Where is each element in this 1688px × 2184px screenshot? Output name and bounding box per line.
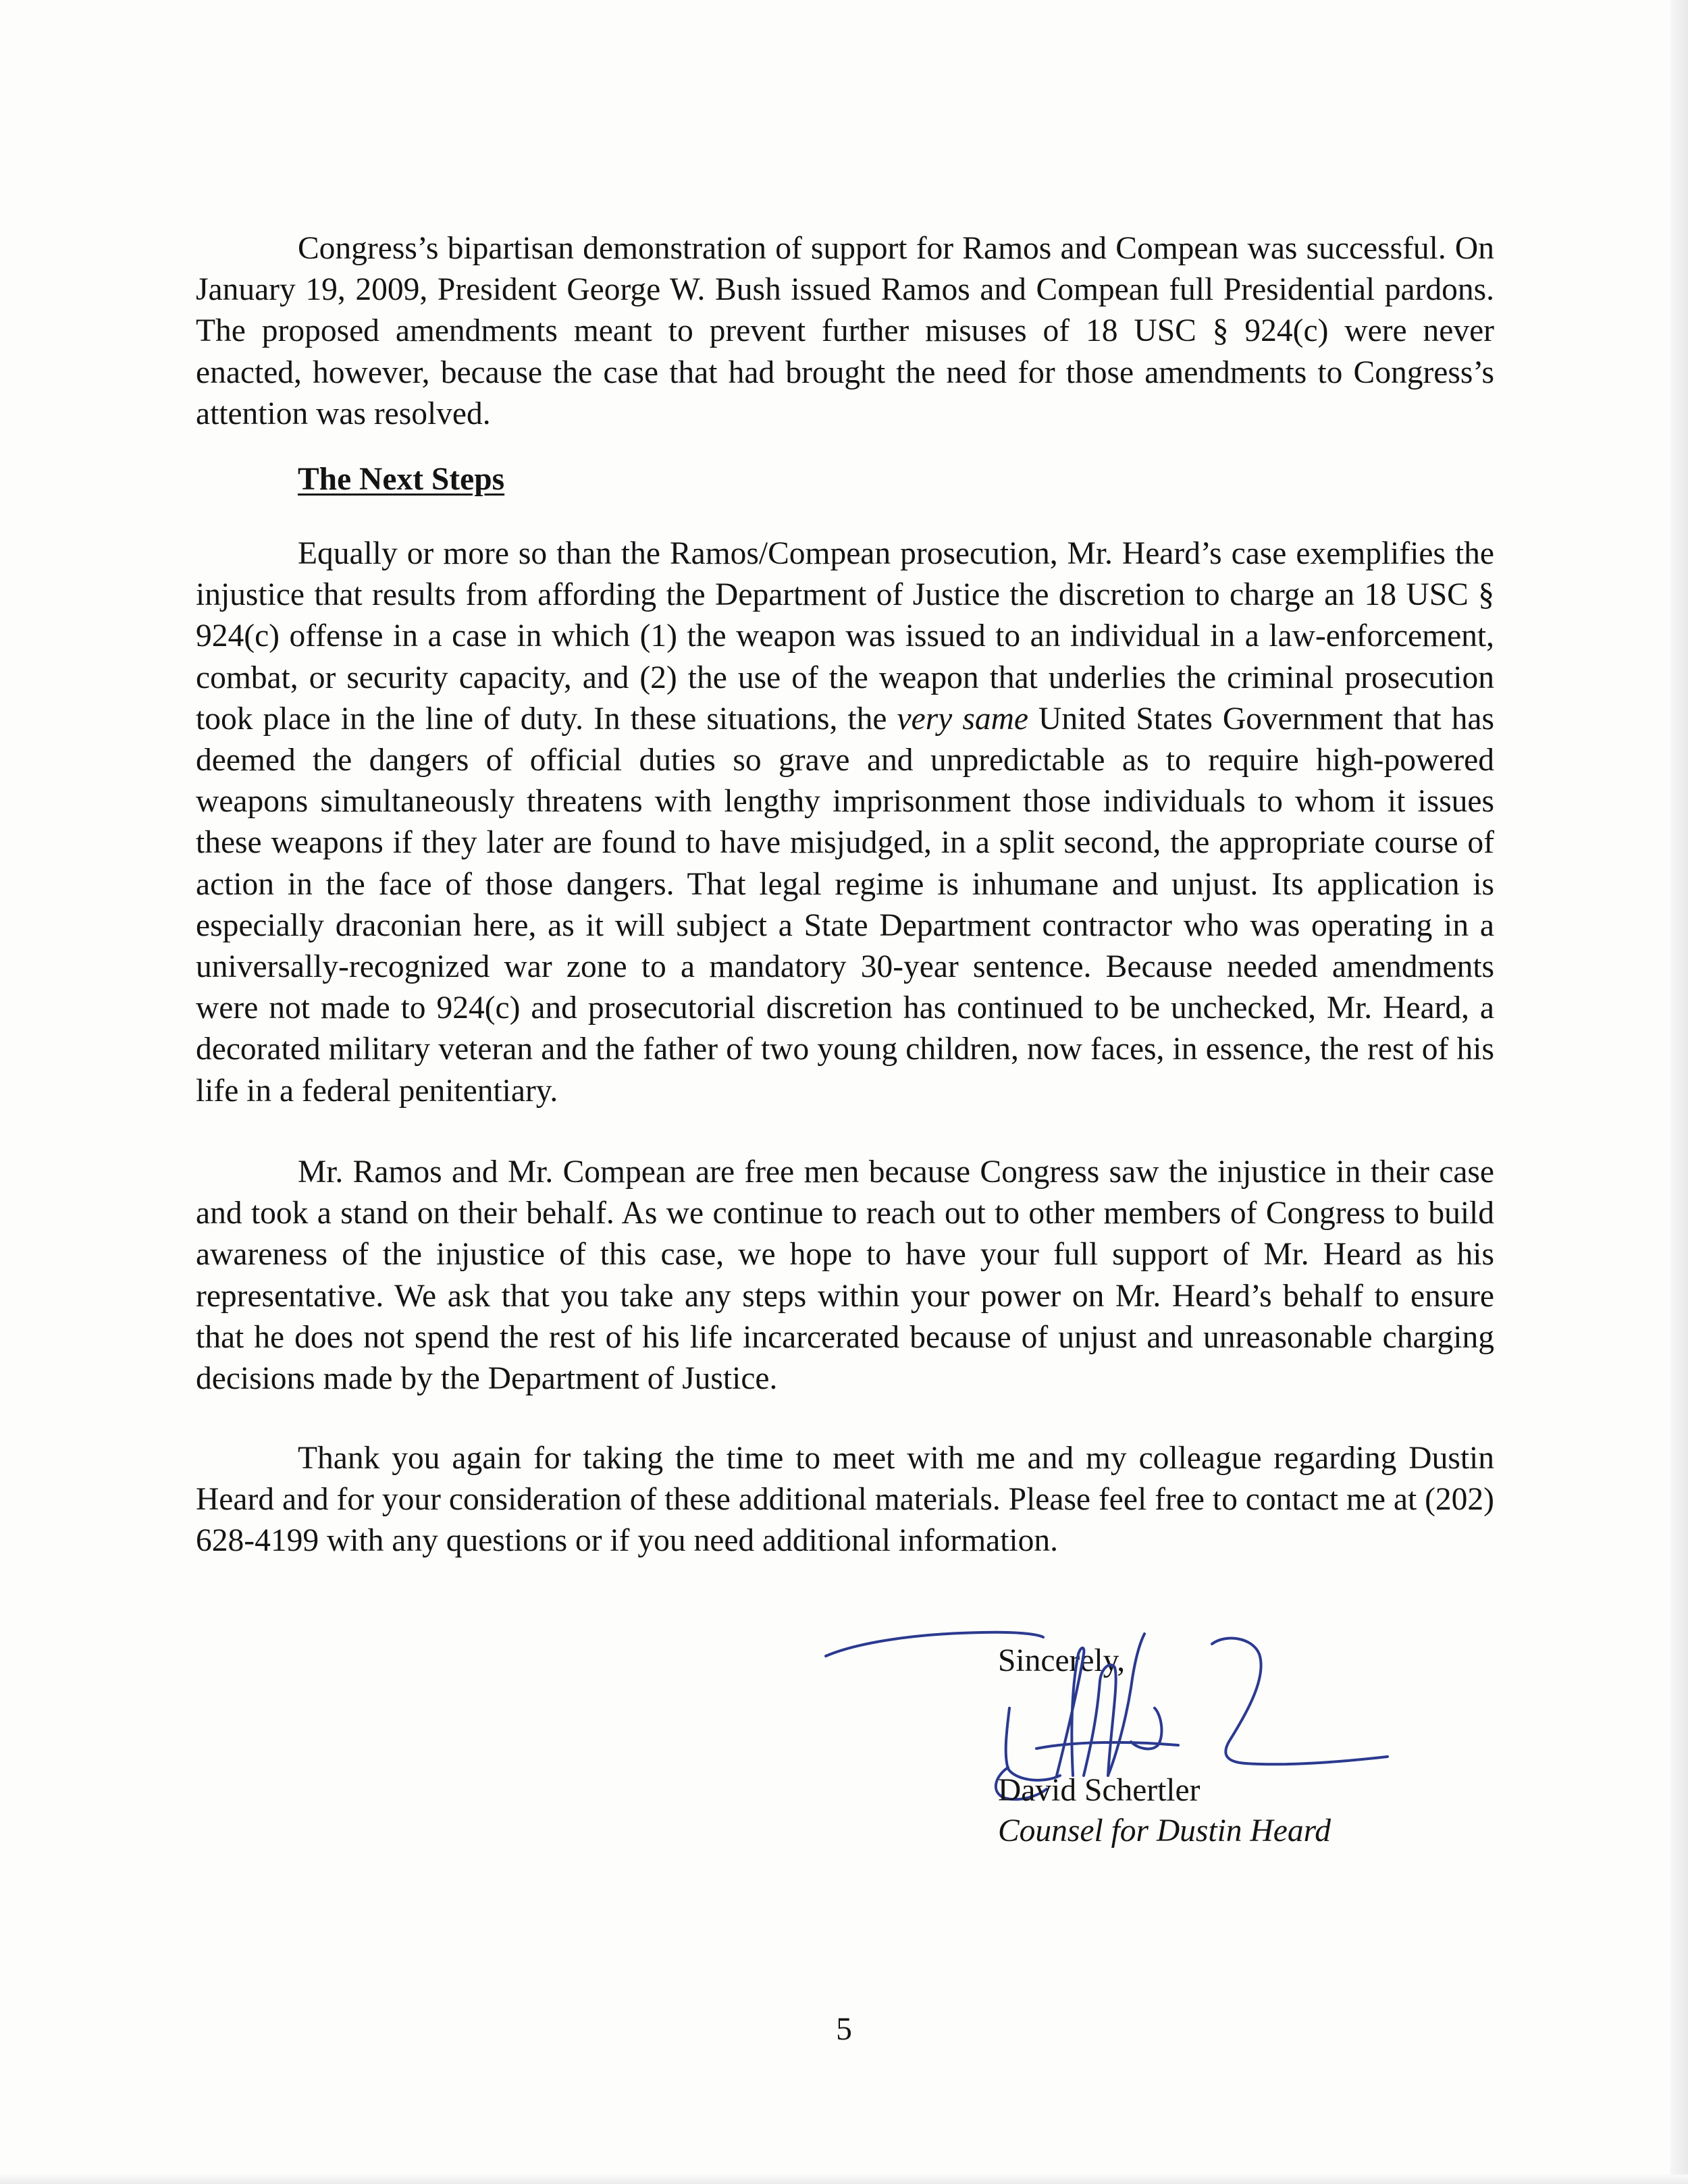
- closing-salutation: Sincerely,: [998, 1643, 1126, 1678]
- paragraph-injustice: [196, 533, 1494, 1112]
- paragraph-injustice-part-2: United States Government that has deemed the dangers of official duties so grave and unpredictable as to require high-powered weapons simultaneously threatens with lengthy imprisonment those individuals to whom it issues these weapons if they later are found to have misjudged, in a split second, the appropriate course of action in the face of those dangers. That legal regime is inhumane and unjust. Its application is especially draconian here, as it will subject a State Department contractor who was operating in a universally-recognized war zone to a mandatory 30-year sentence. Because needed amendments were not made to 924(c) and prosecutorial discretion has continued to be unchecked, Mr. Heard, a decorated military veteran and the father of two young children, now faces, in essence, the rest of his life in a federal penitentiary.: [196, 701, 1494, 1109]
- page-number: 5: [836, 2012, 852, 2047]
- paragraph-request-support: Mr. Ramos and Mr. Compean are free men because Congress saw the injustice in their case and took a stand on their behalf. As we continue to reach out to other members of Congress to build awareness of the injustice of this case, we hope to have your full support of Mr. Heard as his representative. We ask that you take any steps within your power on Mr. Heard’s behalf to ensure that he does not spend the rest of his life incarcerated because of unjust and unreasonable charging decisions made by the Department of Justice.: [196, 1154, 1494, 1397]
- scan-edge: [1670, 0, 1688, 2184]
- paragraph-pardons: Congress’s bipartisan demonstration of support for Ramos and Compean was successful. On January 19, 2009, President George W. Bush issued Ramos and Compean full Presidential pardons. The proposed amendments meant to prevent further misuses of 18 USC § 924(c) were never enacted, however, because the case that had brought the need for those amendments to Congress’s attention was resolved.: [196, 231, 1494, 431]
- paragraph-thank-you: Thank you again for taking the time to meet with me and my colleague regarding Dustin Heard and for your consideration of these additional materials. Please feel free to contact me at (202) 628-4199 with any questions or if you need additional information.: [196, 1441, 1494, 1559]
- paragraph-injustice-part-1: Equally or more so than the Ramos/Compean prosecution, Mr. Heard’s case exemplifies the injustice that results from affording the Department of Justice the discretion to charge an 18 USC § 924(c) offense in a case in which (1) the weapon was issued to an individual in a law-enforcement, combat, or security capacity, and (2) the use of the weapon that underlies the criminal prosecution took place in the line of duty. In these situations, the: [196, 536, 1494, 737]
- section-heading-next-steps: The Next Steps: [298, 462, 505, 497]
- scan-bottom-edge: [0, 2175, 1688, 2184]
- signer-title: Counsel for Dustin Heard: [998, 1813, 1331, 1848]
- signer-name: David Schertler: [998, 1773, 1201, 1808]
- emphasis-very-same: very same: [897, 701, 1028, 737]
